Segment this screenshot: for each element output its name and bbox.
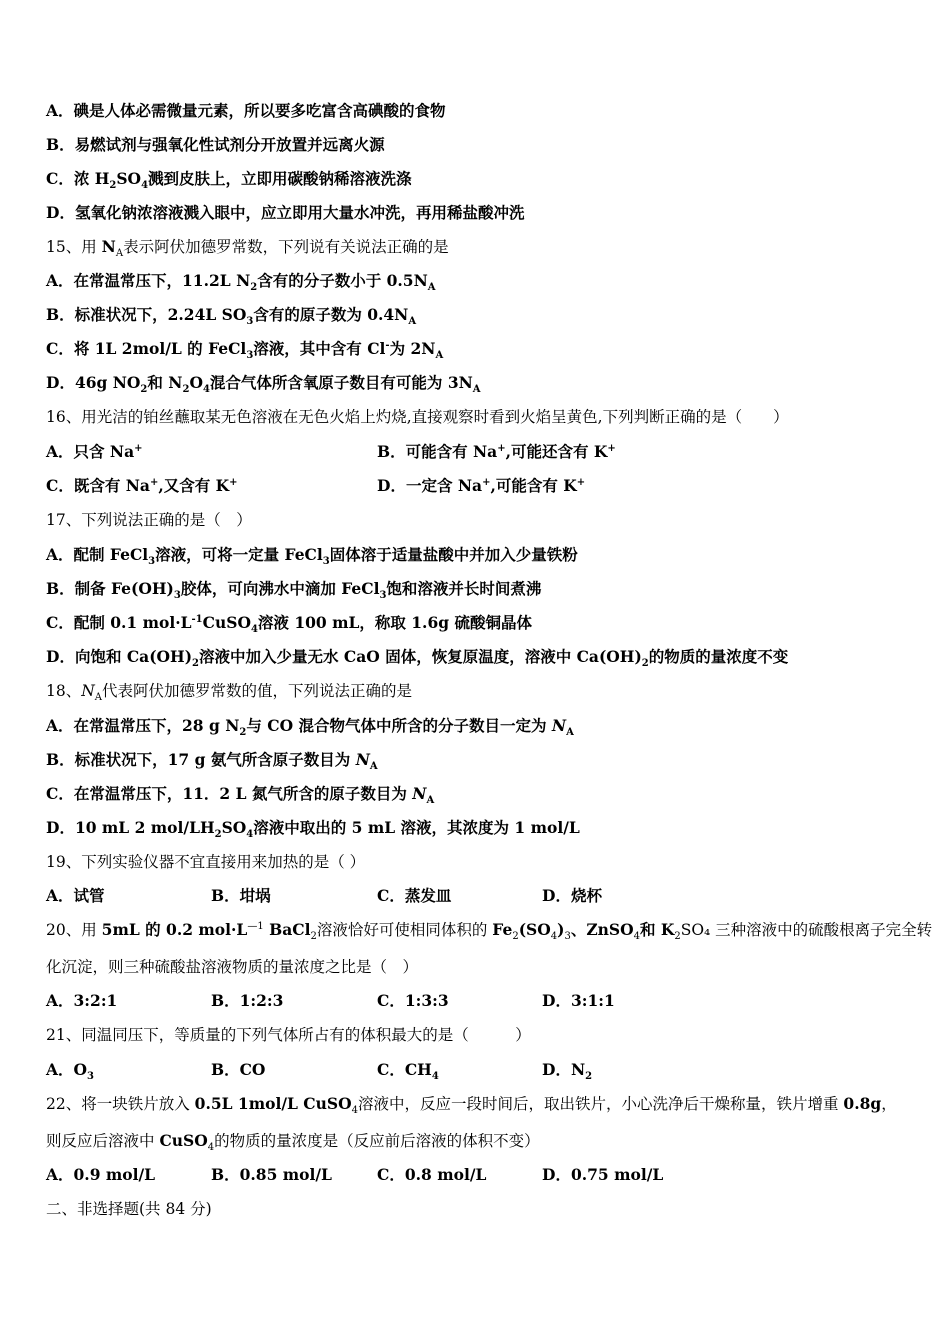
q21-option-b: B．CO bbox=[211, 1060, 266, 1079]
q16-stem: 16、用光洁的铂丝蘸取某无色溶液在无色火焰上灼烧,直接观察时看到火焰呈黄色,下列判断正确的是（ ） bbox=[46, 408, 789, 426]
q14-option-c: C．浓 $H_2SO_4$溅到皮肤上，立即用碳酸钠稀溶液洗涤 bbox=[46, 169, 412, 192]
q18-option-d: D．10 mL 2 mol/$LH_2SO_4$溶液中取出的 5 mL 溶液，其浓度为 1 mol/L bbox=[46, 818, 580, 841]
q22-option-a: A．0.9 mol/L bbox=[46, 1165, 156, 1184]
q19-option-d: D．烧杯 bbox=[542, 886, 602, 905]
q21-option-c: C．$CH_4$ bbox=[377, 1060, 439, 1083]
q21-option-d: D．$N_2$ bbox=[542, 1060, 593, 1083]
q15-option-b: B．标准状况下，2.24L $SO_3$含有的原子数为 $0.4N_A$ bbox=[46, 305, 417, 328]
q15-stem: 15、用 $N_A$表示阿伏加德罗常数，下列说有关说法正确的是 bbox=[46, 237, 449, 260]
q22-stem-line1: 22、将一块铁片放入 0.5L 1mol/L CuSO$_4$溶液中，反应一段时间后，取出铁片，小心洗净后干燥称量，铁片增重 0.8g， bbox=[46, 1094, 897, 1117]
q20-option-d: D．3:1:1 bbox=[542, 991, 615, 1010]
q19-stem: 19、下列实验仪器不宜直接用来加热的是（ ） bbox=[46, 853, 366, 871]
q20-stem-line2: 化沉淀，则三种硫酸盐溶液物质的量浓度之比是（ ） bbox=[46, 958, 419, 976]
q17-option-b: B．制备 $Fe(OH)_3$胶体，可向沸水中滴加 FeCl$_3$饱和溶液并长时间煮沸 bbox=[46, 579, 542, 602]
q14-option-d: D．氢氧化钠浓溶液溅入眼中，应立即用大量水冲洗，再用稀盐酸冲洗 bbox=[46, 203, 525, 222]
q16-option-a: A．只含 Na+ bbox=[46, 442, 143, 461]
q16-option-d: D．一定含 Na+,可能含有 K+ bbox=[377, 476, 586, 495]
q18-option-b: B．标准状况下，17 g 氨气所含原子数目为 $N_A$ bbox=[46, 750, 378, 773]
q22-option-c: C．0.8 mol/L bbox=[377, 1165, 487, 1184]
q15-option-c: C．将 1L 2mol/L 的 FeCl$_3$溶液，其中含有 Cl-为 $2N_A$ bbox=[46, 339, 444, 362]
q20-option-c: C．1:3:3 bbox=[377, 991, 449, 1010]
q14-option-b: B．易燃试剂与强氧化性试剂分开放置并远离火源 bbox=[46, 135, 385, 154]
q16-option-b: B．可能含有 Na+,可能还含有 K+ bbox=[377, 442, 616, 461]
section-heading: 二、非选择题(共 84 分) bbox=[46, 1200, 212, 1218]
q20-option-b: B．1:2:3 bbox=[211, 991, 284, 1010]
q22-stem-line2: 则反应后溶液中 CuSO$_4$的物质的量浓度是（反应前后溶液的体积不变） bbox=[46, 1131, 540, 1154]
q22-option-b: B．0.85 mol/L bbox=[211, 1165, 332, 1184]
q19-option-a: A．试管 bbox=[46, 886, 105, 905]
q21-option-a: A．$O_3$ bbox=[46, 1060, 94, 1083]
q20-option-a: A．3:2:1 bbox=[46, 991, 118, 1010]
q22-option-d: D．0.75 mol/L bbox=[542, 1165, 664, 1184]
q18-stem: 18、$N_A$代表阿伏加德罗常数的值，下列说法正确的是 bbox=[46, 682, 413, 704]
q19-option-b: B．坩埚 bbox=[211, 886, 271, 905]
q17-option-c: C．配制 0.1 $mol\cdot L^{-1}CuSO_4$溶液 100 mL，称取 1.6g 硫酸铜晶体 bbox=[46, 613, 532, 636]
q15-option-a: A．在常温常压下，11.2L $N_2$含有的分子数小于 $0.5N_A$ bbox=[46, 271, 436, 294]
q16-option-c: C．既含有 Na+,又含有 K+ bbox=[46, 476, 238, 495]
q17-option-a: A．配制 FeCl$_3$溶液，可将一定量 FeCl$_3$固体溶于适量盐酸中并加入少量铁粉 bbox=[46, 545, 578, 568]
q19-option-c: C．蒸发皿 bbox=[377, 886, 452, 905]
q18-option-a: A．在常温常压下，28 g $N_2$与 CO 混合物气体中所含的分子数目一定为 $N_A$ bbox=[46, 716, 574, 739]
q15-option-d: D．46g $NO_2$和 $N_2O_4$混合气体所含氧原子数目有可能为 $3N_A$ bbox=[46, 373, 481, 396]
q17-stem: 17、下列说法正确的是（ ） bbox=[46, 511, 252, 529]
q17-option-d: D．向饱和 $Ca(OH)_2$溶液中加入少量无水 CaO 固体，恢复原温度，溶液中 $Ca(OH)_2$的物质的量浓度不变 bbox=[46, 647, 789, 670]
q14-option-a: A．碘是人体必需微量元素，所以要多吃富含高碘酸的食物 bbox=[46, 101, 446, 120]
q21-stem: 21、同温同压下，等质量的下列气体所占有的体积最大的是（ ） bbox=[46, 1026, 531, 1044]
q20-stem-line1: 20、用 5mL 的 0.2 $mol\cdot L^{—1}$ BaCl$_2$溶液恰好可使相同体积的 $Fe_2(SO_4)_3$、ZnSO$_4$和 $K_2SO_4$ 三种溶液中的硫酸根离子完全转 bbox=[46, 920, 933, 943]
q18-option-c: C．在常温常压下，11．2 L 氮气所含的原子数目为 $N_A$ bbox=[46, 784, 435, 807]
